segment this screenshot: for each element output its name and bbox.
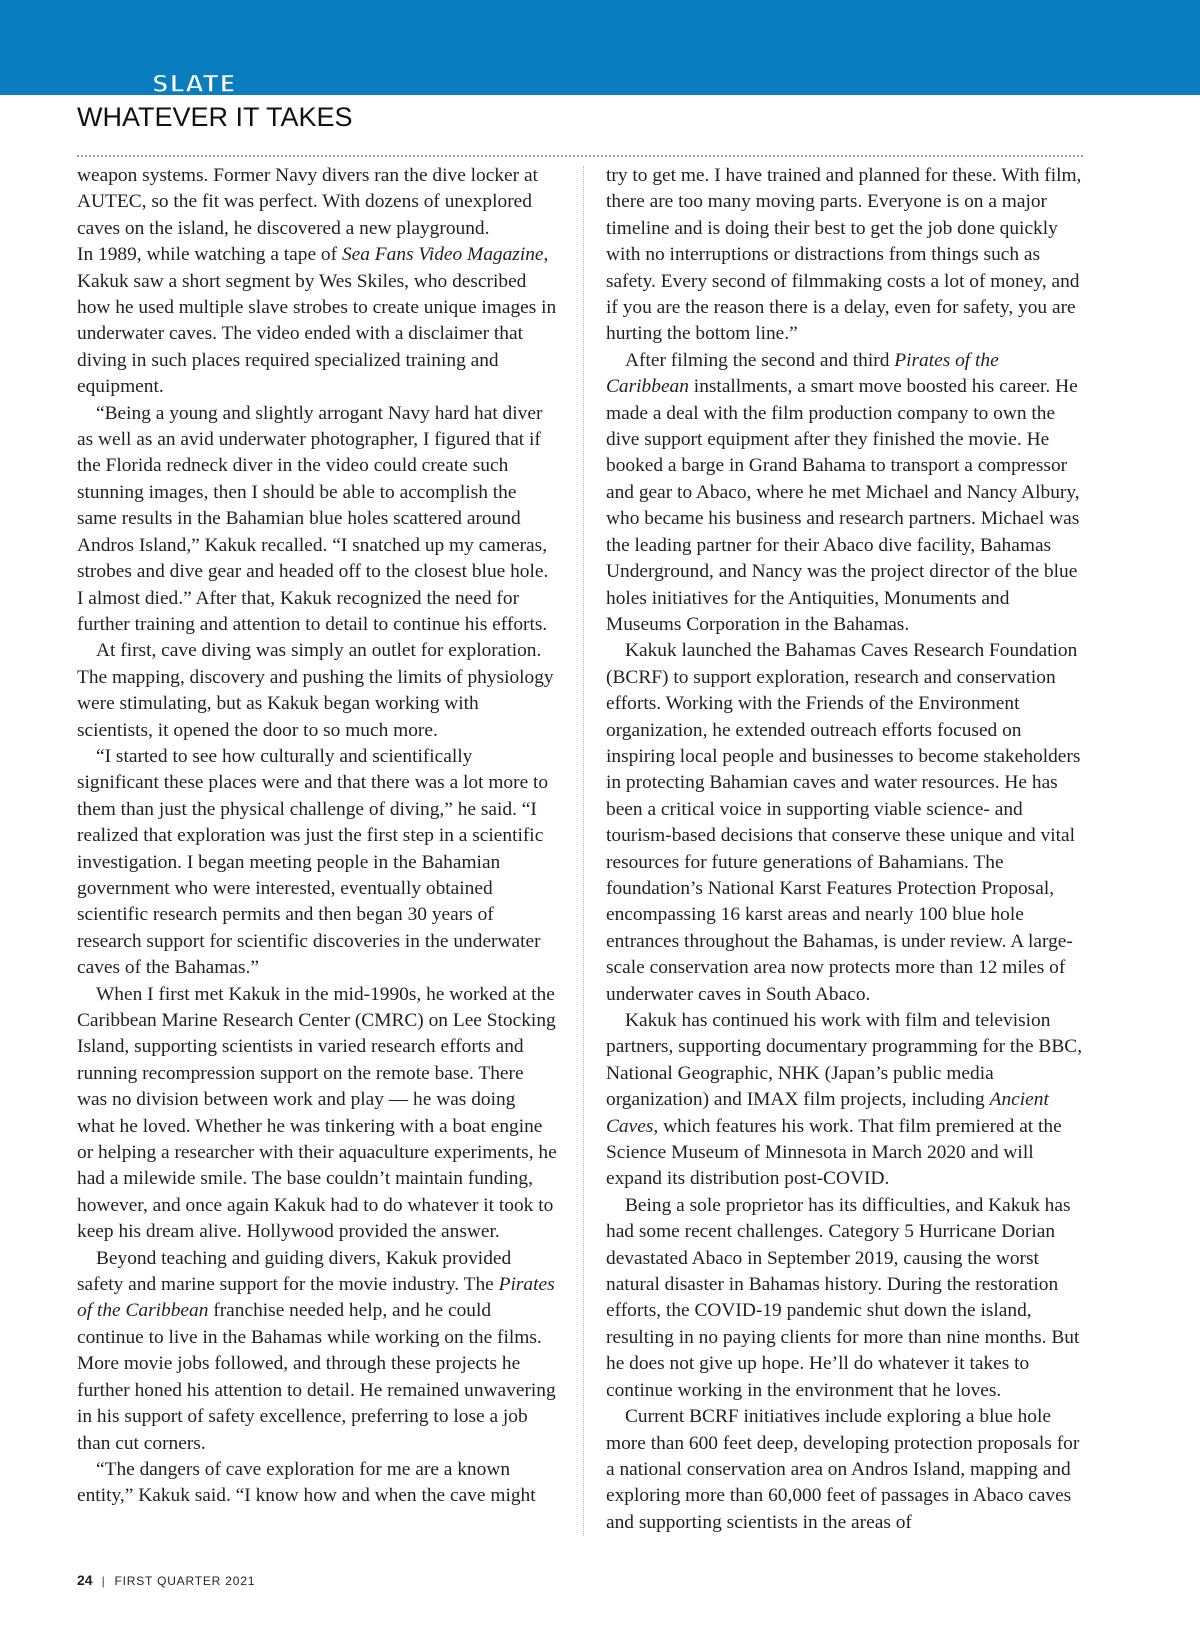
left-p7-start: Beyond teaching and guiding divers, Kakuk provided safety and marine support for the movie industry. The (77, 1247, 512, 1296)
kicker-dive: DIVE (77, 70, 152, 98)
right-paragraph-5: Being a sole proprietor has its difficulties, and Kakuk has had some recent challenges. Category 5 Hurricane Dorian devastated Abaco in September 2019, causing the worst natural disaster in Bahamas history. During the restoration efforts, the COVID-19 pandemic shut down the island, resulting in no paying clients for more than nine months. But he does not give up hope. He’ll do whatever it takes to continue working in the environment that he loves. (606, 1194, 1080, 1401)
section-kicker (77, 72, 236, 96)
left-paragraph-1: weapon systems. Former Navy divers ran the dive locker at AUTEC, so the fit was perfect. With dozens of unexplored caves on the island, he discovered a new playground. (77, 165, 538, 239)
left-paragraph-3: “Being a young and slightly arrogant Navy hard hat diver as well as an avid underwater photographer, I figured that if the Florida redneck diver in the video could create such stunning images, then I should be able to accomplish the same results in the Bahamian blue holes scattered around Andros Island,” Kakuk recalled. “I snatched up my cameras, strobes and dive gear and headed off to the closest blue hole. I almost died.” After that, Kakuk recognized the need for further training and attention to detail to continue his efforts. (77, 402, 549, 635)
film-title: Pirates of the Caribbean (606, 349, 999, 398)
right-column (606, 163, 1086, 1536)
right-paragraph-3: Kakuk launched the Bahamas Caves Research Foundation (BCRF) to support exploration, research and conservation efforts. Working with the Friends of the Environment organization, he extended outreach efforts focused on inspiring local people and businesses to become stakeholders in protecting Bahamian caves and water resources. He has been a critical voice in supporting viable science- and tourism-based decisions that conserve these unique and vital resources for future generations of Bahamians. The foundation’s National Karst Features Protection Proposal, encompassing 16 karst areas and nearly 100 blue hole entrances throughout the Bahamas, is under review. A large-scale conservation area now protects more than 12 miles of underwater caves in South Abaco. (606, 640, 1081, 1005)
right-paragraph-2 (606, 348, 1086, 638)
right-p2-end: installments, a smart move boosted his career. He made a deal with the film production company to own the dive support equipment after they finished the movie. He booked a barge in Grand Bahama to transport a compressor and gear to Abaco, where he met Michael and Nancy Albury, who became his business and research partners. Michael was the leading partner for their Abaco dive facility, Bahamas Underground, and Nancy was the project director of the blue holes initiatives for the Antiquities, Monuments and Museums Corporation in the Bahamas. (606, 376, 1080, 635)
article-heading: WHATEVER IT TAKES (77, 102, 353, 132)
documentary-title: Ancient Caves (606, 1089, 1049, 1137)
left-p2-start: In 1989, while watching a tape of (77, 244, 342, 266)
footer-separator: | (101, 1574, 106, 1588)
left-paragraph-7 (77, 1246, 557, 1457)
page-footer (77, 1572, 255, 1589)
issue-label: FIRST QUARTER 2021 (114, 1574, 256, 1588)
left-paragraph-5: “I started to see how culturally and scientifically significant these places were and that there was a lot more to them than just the physical challenge of diving,” he said. “I realized that exploration was just the first step in a scientific investigation. I began meeting people in the Bahamian government who were interested, eventually obtained scientific research permits and then began 30 years of research support for scientific discoveries in the underwater caves of the Bahamas.” (77, 745, 549, 979)
right-paragraph-4 (606, 1008, 1086, 1193)
right-p4-end: , which features his work. That film premiered at the Science Museum of Minnesota in March 2020 and will expand its distribution post-COVID. (606, 1115, 1062, 1190)
film-title: Pirates of the Caribbean (77, 1274, 555, 1322)
left-paragraph-8: “The dangers of cave exploration for me are a known entity,” Kakuk said. “I know how and when the cave might (77, 1458, 536, 1507)
left-column (77, 163, 557, 1510)
left-paragraph-6: When I first met Kakuk in the mid-1990s, he worked at the Caribbean Marine Research Center (CMRC) on Lee Stocking Island, supporting scientists in varied research efforts and running recompression support on the remote base. There was no division between work and play — he was doing what he loved. Whether he was tinkering with a boat engine or helping a researcher with their aquaculture experiments, he had a milewide smile. The base couldn’t maintain funding, however, and once again Kakuk had to do whatever it took to keep his dream alive. Hollywood provided the answer. (77, 983, 557, 1243)
right-p2-start: After filming the second and third (625, 349, 895, 371)
right-paragraph-1: try to get me. I have trained and planned for these. With film, there are too many moving parts. Everyone is on a major timeline and is doing their best to get the job done quickly with no interruptions or distractions from things such as safety. Every second of filmmaking costs a lot of money, and if you are the reason there is a delay, even for safety, you are hurting the bottom line.” (606, 165, 1082, 345)
left-paragraph-2 (77, 242, 557, 400)
header-dotted-rule (77, 155, 1083, 157)
left-p7-end: franchise needed help, and he could continue to live in the Bahamas while working on the films. More movie jobs followed, and through these projects he further honed his attention to detail. He remained unwavering in his support of safety excellence, preferring to lose a job than cut corners. (77, 1300, 556, 1454)
page-number: 24 (77, 1572, 93, 1588)
magazine-title: Sea Fans Video Magazine (341, 244, 544, 266)
right-p4-start: Kakuk has continued his work with film and television partners, supporting documentary programming for the BBC, National Geographic, NHK (Japan’s public media organization) and IMAX film projects, including (606, 1010, 1083, 1111)
left-p2-end: , Kakuk saw a short segment by Wes Skiles, who described how he used multiple slave strobes to create unique images in underwater caves. The video ended with a disclaimer that diving in such places required specialized training and equipment. (77, 244, 557, 398)
kicker-slate: SLATE (151, 70, 237, 98)
column-divider (583, 166, 584, 1536)
left-paragraph-4: At first, cave diving was simply an outlet for exploration. The mapping, discovery and pushing the limits of physiology were stimulating, but as Kakuk began working with scientists, it opened the door to so much more. (77, 640, 554, 741)
right-paragraph-6: Current BCRF initiatives include exploring a blue hole more than 600 feet deep, developing protection proposals for a national conservation area on Andros Island, mapping and exploring more than 60,000 feet of passages in Abaco caves and supporting scientists in the areas of (606, 1406, 1080, 1533)
